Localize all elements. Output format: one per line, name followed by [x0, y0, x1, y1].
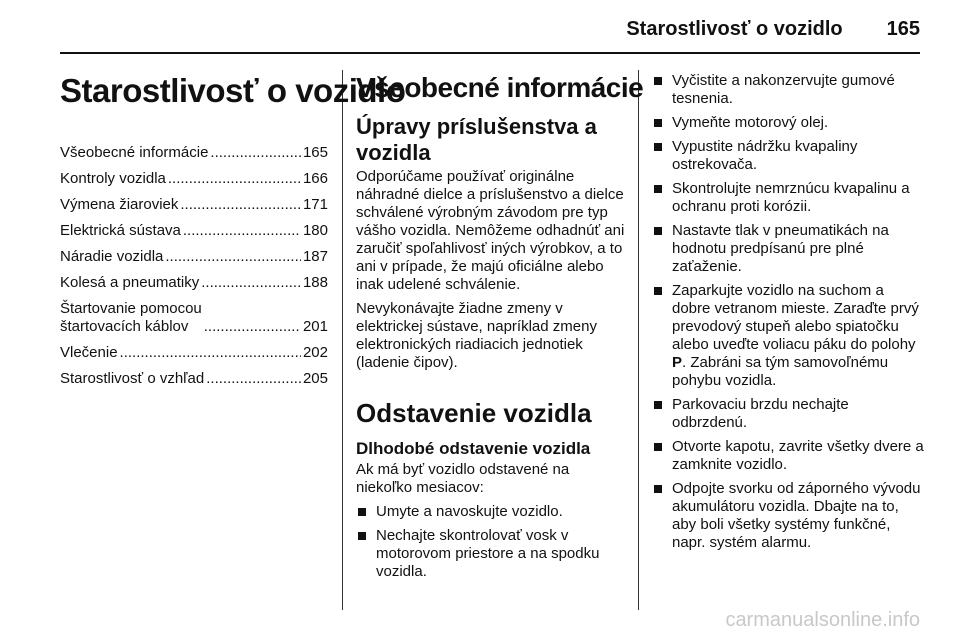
toc-entry-page: 171 [302, 196, 328, 213]
running-header-title: Starostlivosť o vozidlo [626, 18, 843, 40]
list-item: Vyčistite a nakonzervujte gumové tesnenia. [652, 72, 924, 108]
toc-leader-dots [201, 274, 301, 292]
bullet-list-middle [356, 503, 626, 581]
section-title-storage: Odstavenie vozidla [356, 398, 592, 428]
toc-entry-label: Starostlivosť o vzhľad [60, 370, 205, 387]
toc-leader-dots [180, 196, 301, 214]
left-column [60, 72, 406, 396]
toc-entry-label: Výmena žiaroviek [60, 196, 179, 213]
toc-entry[interactable] [60, 222, 328, 240]
table-of-contents [60, 144, 328, 388]
subheading-accessories: Úpravy príslušenstva a vozidla [356, 114, 597, 165]
watermark: carmanualsonline.info [725, 609, 920, 631]
toc-leader-dots [120, 344, 301, 362]
toc-entry-page: 205 [302, 370, 328, 387]
list-item: Vypustite nádržku kvapaliny ostrekovača. [652, 138, 924, 174]
toc-leader-dots [168, 170, 301, 188]
list-item: Zaparkujte vozidlo na suchom a dobre vetranom mieste. Zaraďte prvý prevodový stupeň alebo spiatočku alebo uveďte voliacu páku do polohy P. Zabráni sa tým samovoľnému pohybu vozidla. [652, 282, 924, 390]
toc-entry[interactable] [60, 344, 328, 362]
toc-entry[interactable] [60, 274, 328, 292]
subheading-long-term: Dlhodobé odstavenie vozidla [356, 439, 591, 458]
toc-leader-dots [204, 318, 301, 336]
toc-entry-label: Štartovanie pomocou štartovacích káblov [60, 300, 202, 335]
page-number: 165 [886, 18, 920, 40]
list-item: Nastavte tlak v pneumatikách na hodnotu predpísanú pre plné zaťaženie. [652, 222, 924, 276]
toc-entry[interactable] [60, 196, 328, 214]
toc-leader-dots [210, 144, 301, 162]
toc-entry[interactable] [60, 144, 328, 162]
toc-entry-label: Kolesá a pneumatiky [60, 274, 200, 291]
toc-entry-page: 202 [302, 344, 328, 361]
list-item: Umyte a navoskujte vozidlo. [356, 503, 626, 521]
column-divider-1 [342, 70, 343, 610]
toc-entry[interactable] [60, 248, 328, 266]
toc-leader-dots [165, 248, 301, 266]
toc-leader-dots [183, 222, 301, 240]
toc-entry[interactable] [60, 300, 328, 336]
toc-entry-page: 165 [302, 144, 328, 161]
bullet-list-right [652, 72, 924, 552]
running-header [626, 18, 920, 41]
header-rule [60, 52, 920, 54]
list-item: Nechajte skontrolovať vosk v motorovom priestore a na spodku vozidla. [356, 527, 626, 581]
paragraph-storage-intro: Ak má byť vozidlo odstavené na niekoľko mesiacov: [356, 461, 570, 496]
right-column [652, 72, 924, 558]
chapter-title: Starostlivosť o vozidlo [60, 72, 406, 109]
paragraph-electrical: Nevykonávajte žiadne zmeny v elektrickej sústave, napríklad zmeny elektronických riadiacich jednotiek (ladenie čipov). [356, 300, 597, 371]
toc-entry-label: Elektrická sústava [60, 222, 181, 239]
list-item: Otvorte kapotu, zavrite všetky dvere a zamknite vozidlo. [652, 438, 924, 474]
list-item: Skontrolujte nemrznúcu kvapalinu a ochranu proti korózii. [652, 180, 924, 216]
toc-entry-label: Všeobecné informácie [60, 144, 209, 161]
toc-entry[interactable] [60, 170, 328, 188]
toc-entry-label: Náradie vozidla [60, 248, 164, 265]
list-item: Odpojte svorku od záporného vývodu akumulátoru vozidla. Dbajte na to, aby boli všetky systémy funkčné, napr. systém alarmu. [652, 480, 924, 552]
paragraph-accessories: Odporúčame používať originálne náhradné dielce a príslušenstvo a dielce schválené výrobným závodom pre typ vášho vozidla. Nemôžeme odhadnúť ani zaručiť spoľahlivosť iných výrobkov, a to ani v prípade, že majú oficiálne alebo inak udelené schválenie. [356, 168, 625, 293]
toc-entry-page: 188 [302, 274, 328, 291]
column-divider-2 [638, 70, 639, 610]
toc-entry-page: 180 [302, 222, 328, 239]
toc-entry-page: 201 [302, 318, 328, 335]
toc-entry[interactable] [60, 370, 328, 388]
toc-leader-dots [206, 370, 301, 388]
toc-entry-page: 166 [302, 170, 328, 187]
list-item: Vymeňte motorový olej. [652, 114, 924, 132]
middle-column [356, 72, 644, 587]
toc-entry-page: 187 [302, 248, 328, 265]
toc-entry-label: Kontroly vozidla [60, 170, 166, 187]
toc-entry-label: Vlečenie [60, 344, 118, 361]
section-title: Všeobecné informácie [356, 72, 644, 103]
list-item: Parkovaciu brzdu nechajte odbrzdenú. [652, 396, 924, 432]
